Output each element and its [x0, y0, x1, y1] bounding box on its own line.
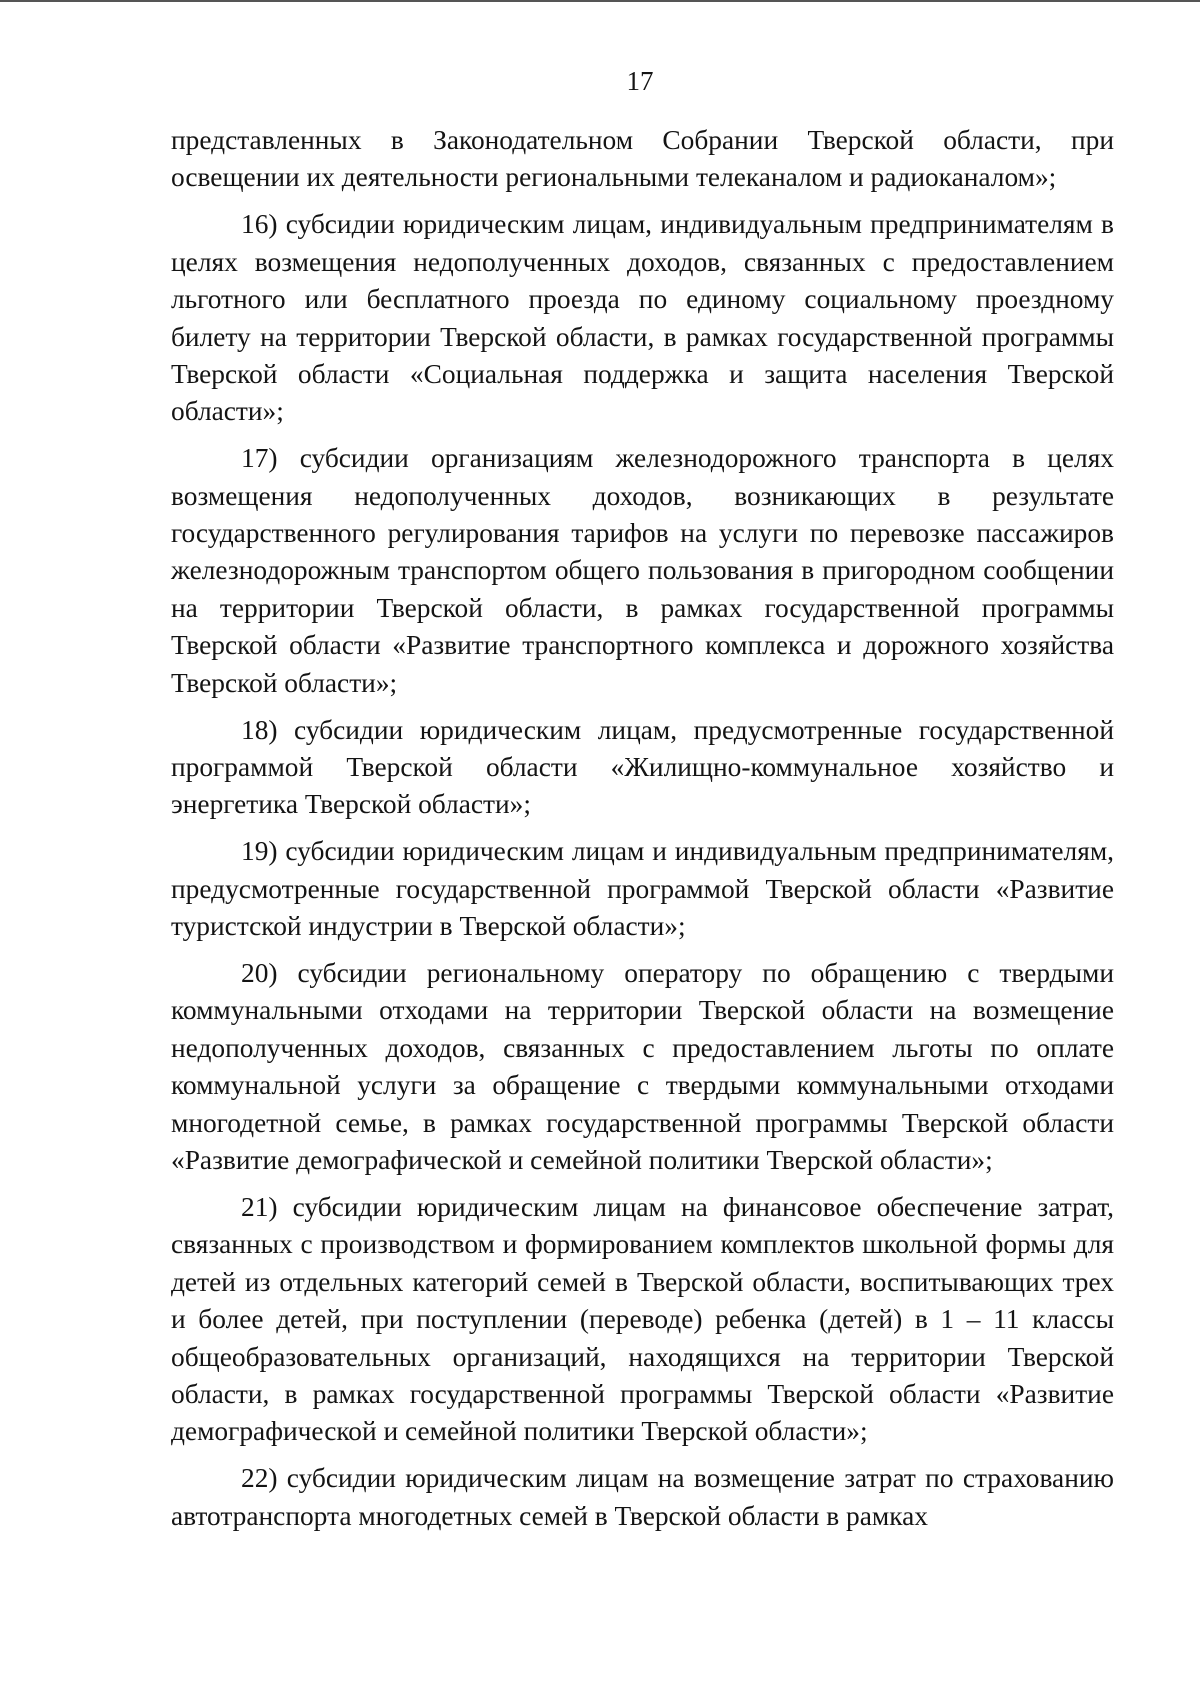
- paragraph-item-18: 18) субсидии юридическим лицам, предусмотренные государственной программой Тверской области «Жилищно-коммунальное хозяйство и энергетика Тверской области»;: [171, 714, 1114, 820]
- paragraph-item-22: 22) субсидии юридическим лицам на возмещение затрат по страхованию автотранспорта многодетных семей в Тверской области в рамках: [171, 1463, 1114, 1531]
- paragraph-item-16: 16) субсидии юридическим лицам, индивидуальным предпринимателям в целях возмещения недополученных доходов, связанных с предоставлением льготного или бесплатного проезда по единому социальному проездному билету на территории Тверской области, в рамках государственной программы Тверской области «Социальная поддержка и защита населения Тверской области»;: [171, 209, 1114, 427]
- paragraph-item-20: 20) субсидии региональному оператору по обращению с твердыми коммунальными отходами на территории Тверской области на возмещение недополученных доходов, связанных с предоставлением льготы по оплате коммунальной услуги за обращение с твердыми коммунальными отходами многодетной семье, в рамках государственной программы Тверской области «Развитие демографической и семейной политики Тверской области»;: [171, 958, 1114, 1176]
- paragraph-item-21: 21) субсидии юридическим лицам на финансовое обеспечение затрат, связанных с производством и формированием комплектов школьной формы для детей из отдельных категорий семей в Тверской области, воспитывающих трех и более детей, при поступлении (переводе) ребенка (детей) в 1 – 11 классы общеобразовательных организаций, находящихся на территории Тверской области, в рамках государственной программы Тверской области «Развитие демографической и семейной политики Тверской области»;: [171, 1191, 1114, 1447]
- paragraph-continuation: представленных в Законодательном Собрании Тверской области, при освещении их деятельности региональными телеканалом и радиоканалом»;: [171, 125, 1114, 193]
- paragraph-item-17: 17) субсидии организациям железнодорожного транспорта в целях возмещения недополученных доходов, возникающих в результате государственного регулирования тарифов на услуги по перевозке пассажиров железнодорожным транспортом общего пользования в пригородном сообщении на территории Тверской области, в рамках государственной программы Тверской области «Развитие транспортного комплекса и дорожного хозяйства Тверской области»;: [171, 443, 1114, 698]
- scan-edge-line: [0, 0, 1200, 2]
- paragraph-item-19: 19) субсидии юридическим лицам и индивидуальным предпринимателям, предусмотренные государственной программой Тверской области «Развитие туристской индустрии в Тверской области»;: [171, 836, 1114, 942]
- page-number: 17: [626, 66, 654, 96]
- document-body: [171, 122, 1114, 1535]
